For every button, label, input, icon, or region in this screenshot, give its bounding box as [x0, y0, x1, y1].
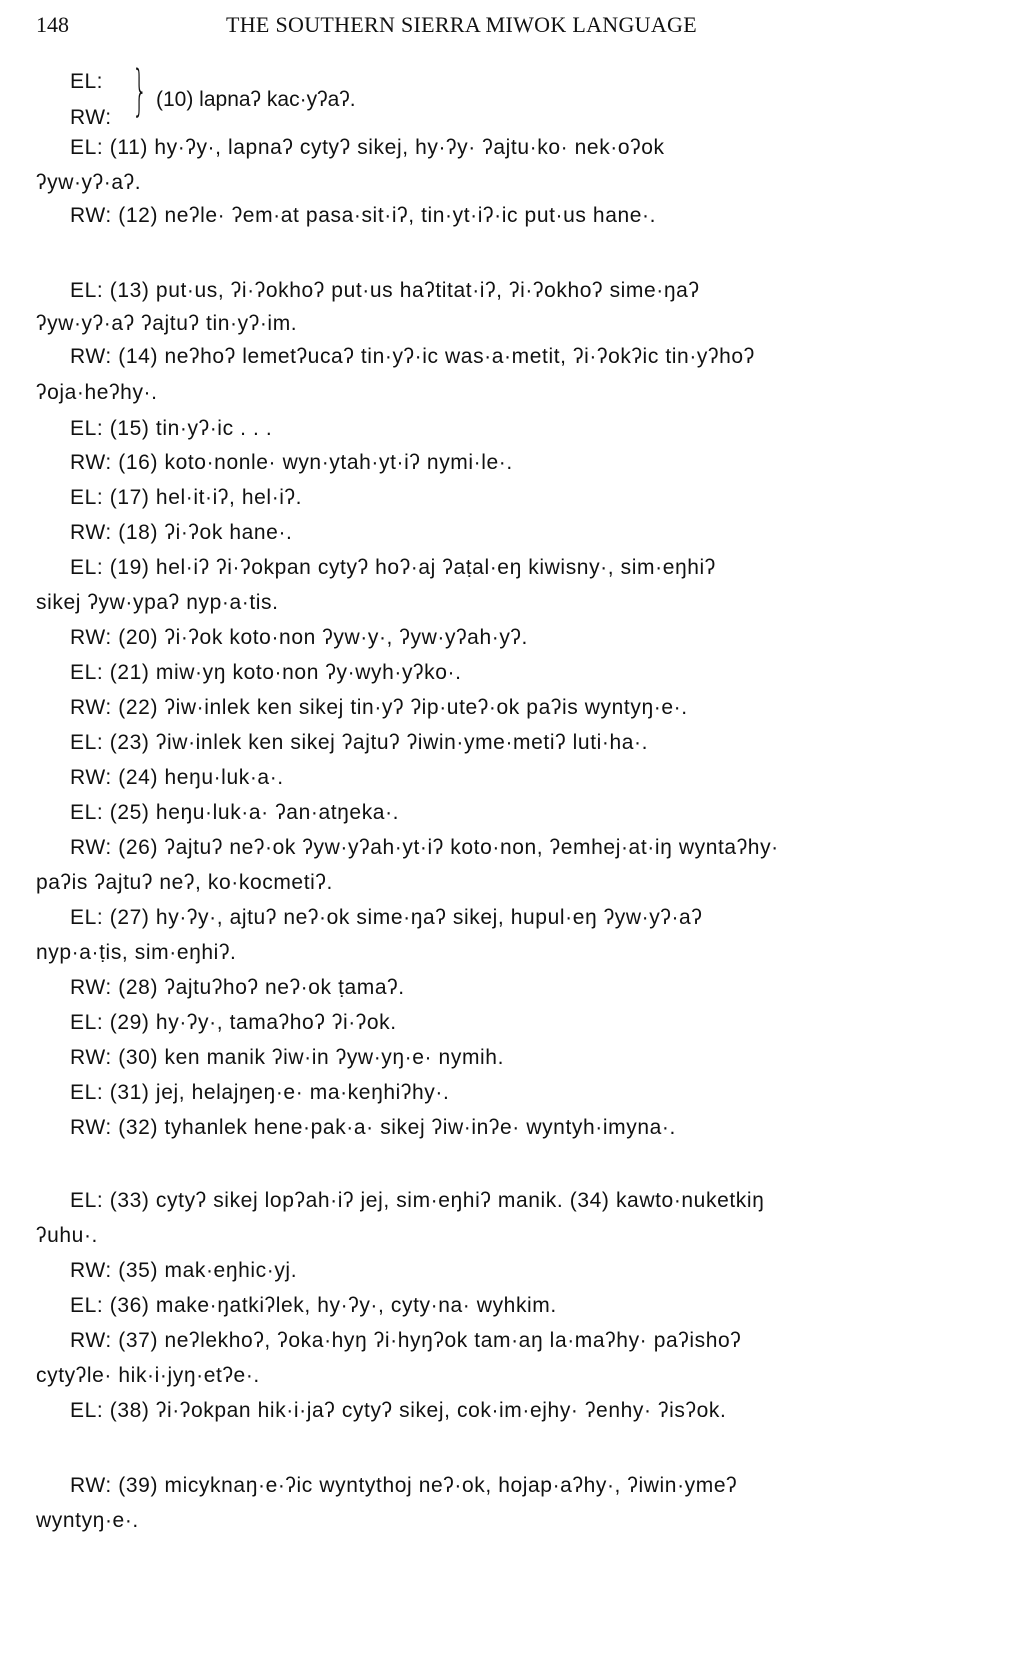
transcript-line: RW: (35) mak·eŋhic·yj.: [70, 1259, 298, 1282]
transcript-line: RW: (20) ʔi·ʔok koto·non ʔyw·y·, ʔyw·yʔah·yʔ.: [70, 626, 528, 649]
transcript-line: ʔyw·yʔ·aʔ.: [36, 171, 142, 194]
transcript-line: EL: (17) hel·it·iʔ, hel·iʔ.: [70, 486, 303, 509]
transcript-line: EL: (21) miw·yŋ koto·non ʔy·wyh·yʔko·.: [70, 661, 462, 684]
running-head: THE SOUTHERN SIERRA MIWOK LANGUAGE: [226, 12, 697, 37]
transcript-line: RW: (37) neʔlekhoʔ, ʔoka·hyŋ ʔi·hyŋʔok tam·aŋ la·maʔhy· paʔishoʔ: [70, 1329, 742, 1352]
page-header: [36, 12, 806, 46]
transcript-line: EL: (27) hy·ʔy·, ajtuʔ neʔ·ok sime·ŋaʔ sikej, hupul·eŋ ʔyw·yʔ·aʔ: [70, 906, 703, 929]
transcript-line: RW: (24) heŋu·luk·a·.: [70, 766, 284, 789]
transcript-line: EL: (29) hy·ʔy·, tamaʔhoʔ ʔi·ʔok.: [70, 1011, 397, 1034]
transcript-line: RW: (18) ʔi·ʔok hane·.: [70, 521, 293, 544]
transcript-line: wyntyŋ·e·.: [36, 1509, 139, 1532]
transcript-line: EL: (33) cytyʔ sikej lopʔah·iʔ jej, sim·eŋhiʔ manik. (34) kawto·nuketkiŋ: [70, 1189, 765, 1212]
transcript-line: RW: (32) tyhanlek hene·pak·a· sikej ʔiw·inʔe· wyntyh·imyna·.: [70, 1116, 676, 1139]
transcript-line: RW: (22) ʔiw·inlek ken sikej tin·yʔ ʔip·uteʔ·ok paʔis wyntyŋ·e·.: [70, 696, 688, 719]
speaker-label: RW:: [70, 106, 112, 129]
transcript-line: EL: (38) ʔi·ʔokpan hik·i·jaʔ cytyʔ sikej, cok·im·ejhy· ʔenhy· ʔisʔok.: [70, 1399, 727, 1422]
brace-dialogue-block: [70, 59, 570, 132]
page-number: 148: [36, 12, 69, 37]
transcript-line: EL: (19) hel·iʔ ʔi·ʔokpan cytyʔ hoʔ·aj ʔaṭal·eŋ kiwisny·, sim·eŋhiʔ: [70, 556, 716, 579]
transcript-line: sikej ʔyw·ypaʔ nyp·a·tis.: [36, 591, 279, 614]
transcript-line: cytyʔle· hik·i·jyŋ·etʔe·.: [36, 1364, 260, 1387]
transcript-line: EL: (15) tin·yʔ·ic . . .: [70, 417, 273, 440]
utterance-text: (10) lapnaʔ kac·yʔaʔ.: [156, 88, 356, 111]
transcript-line: EL: (13) put·us, ʔi·ʔokhoʔ put·us haʔtitat·iʔ, ʔi·ʔokhoʔ sime·ŋaʔ: [70, 279, 700, 302]
transcript-line: ʔyw·yʔ·aʔ ʔajtuʔ tin·yʔ·im.: [36, 312, 298, 335]
transcript-line: EL: (11) hy·ʔy·, lapnaʔ cytyʔ sikej, hy·ʔy· ʔajtu·ko· nek·oʔok: [70, 136, 665, 159]
transcript-line: RW: (39) micyknaŋ·e·ʔic wyntythoj neʔ·ok, hojap·aʔhy·, ʔiwin·ymeʔ: [70, 1474, 738, 1497]
transcript-line: RW: (12) neʔle· ʔem·at pasa·sit·iʔ, tin·yt·iʔ·ic put·us hane·.: [70, 204, 657, 227]
transcript-line: RW: (30) ken manik ʔiw·in ʔyw·yŋ·e· nymih.: [70, 1046, 505, 1069]
transcript-line: RW: (26) ʔajtuʔ neʔ·ok ʔyw·yʔah·yt·iʔ koto·non, ʔemhej·at·iŋ wyntaʔhy·: [70, 836, 779, 859]
transcript-line: RW: (14) neʔhoʔ lemetʔucaʔ tin·yʔ·ic was·a·metit, ʔi·ʔokʔic tin·yʔhoʔ: [70, 345, 755, 368]
transcript-line: paʔis ʔajtuʔ neʔ, ko·kocmetiʔ.: [36, 871, 333, 894]
transcript-line: ʔuhu·.: [36, 1224, 98, 1247]
transcript-line: EL: (36) make·ŋatkiʔlek, hy·ʔy·, cyty·na· wyhkim.: [70, 1294, 557, 1317]
brace-symbol: }: [132, 59, 148, 122]
transcript-line: RW: (16) koto·nonle· wyn·ytah·yt·iʔ nymi·le·.: [70, 451, 513, 474]
speaker-label: EL:: [70, 70, 104, 93]
transcript-line: RW: (28) ʔajtuʔhoʔ neʔ·ok ṭamaʔ.: [70, 976, 405, 999]
transcript-line: nyp·a·ṭis, sim·eŋhiʔ.: [36, 941, 237, 964]
transcript-line: EL: (31) jej, helajŋeŋ·e· ma·keŋhiʔhy·.: [70, 1081, 450, 1104]
transcript-line: EL: (23) ʔiw·inlek ken sikej ʔajtuʔ ʔiwin·yme·metiʔ luti·ha·.: [70, 731, 649, 754]
transcript-line: EL: (25) heŋu·luk·a· ʔan·atŋeka·.: [70, 801, 400, 824]
transcript-line: ʔoja·heʔhy·.: [36, 381, 158, 404]
